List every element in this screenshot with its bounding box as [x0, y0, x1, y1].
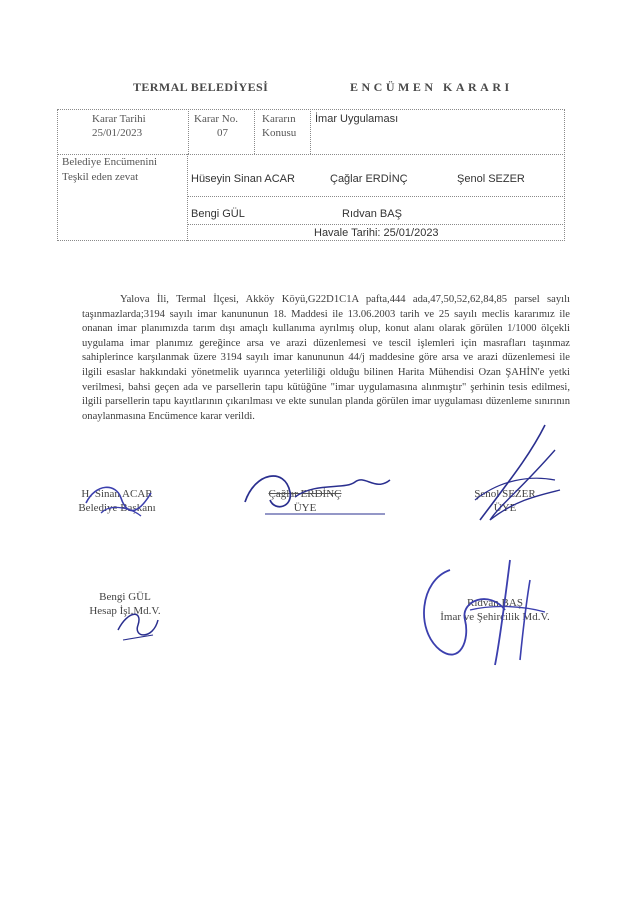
municipality-name: TERMAL BELEDİYESİ: [133, 80, 269, 94]
signature-zoning: [410, 550, 560, 670]
member-3: Şenol SEZER: [457, 173, 525, 185]
document-title: ENCÜMEN KARARI: [350, 80, 513, 94]
members-label-line2: Teşkil eden zevat: [62, 171, 139, 183]
signature-mayor: [76, 478, 166, 528]
signer-role: Belediye Başkanı: [78, 502, 156, 514]
signer-name: Bengi GÜL: [99, 591, 151, 603]
decision-paragraph: Yalova İli, Termal İlçesi, Akköy Köyü,G22D1C1A pafta,444 ada,47,50,52,62,84,85 parsel sayılı taşınmazlarda;3194 sayılı imar kanununun 18. Maddesi ile 13.06.2003 tarih ve 25 sayılı meclis kararımız ile onanan imar planımızda tarım dışı amaçlı kullanıma ayrılmış olup, konut alanı olarak görülen 1/1000 ölçekli uygulama imar planımız gereğince arsa ve arazi düzenlemesi ve tescil işlemleri için masrafları taşınmaz sahiplerince karşılanmak üzere 3194 sayılı imar kanununun 44/j maddesine göre arsa ve arazi düzenlemesi ile ilgili esaslar hakkındaki yönetmelik uyarınca yeterliliği olduğu bilinen Harita Mühendisi Ozan ŞAHİN'e yetki verilmesi, bahsi geçen ada ve parsellerin tapu kütüğüne "imar uygulamasına alınmıştır" şerhinin tesis edilmesi, ilgili parsellerin tapu kayıtlarının çıkarılması ve ekte sunulan planda görülen imar uygulaması düzenleme sınırının onaylanmasına Encümence karar verildi.: [82, 294, 570, 422]
signature-finance: [108, 600, 168, 645]
signer-name: Rıdvan BAŞ: [467, 597, 523, 609]
member-2: Çağlar ERDİNÇ: [330, 173, 408, 185]
decision-body: [82, 293, 570, 424]
signer-role: İmar ve Şehircilik Md.V.: [440, 611, 550, 623]
signer-role: ÜYE: [493, 502, 517, 514]
signer-role: ÜYE: [293, 502, 317, 514]
signature-member-1: [235, 462, 405, 522]
decision-no-value: 07: [217, 127, 228, 139]
members-label-line1: Belediye Encümenini: [62, 156, 157, 168]
signer-role: Hesap İşl.Md.V.: [89, 605, 161, 617]
subject-label-line1: Kararın: [262, 113, 296, 125]
decision-date-label: Karar Tarihi: [92, 113, 146, 125]
received-date: Havale Tarihi: 25/01/2023: [314, 227, 439, 239]
signature-member-2: [460, 420, 570, 530]
subject-value: İmar Uygulaması: [315, 113, 399, 125]
signer-name: H. Sinan ACAR: [81, 488, 153, 500]
member-5: Rıdvan BAŞ: [342, 208, 402, 220]
member-1: Hüseyin Sinan ACAR: [191, 173, 295, 185]
signer-name: Şenol SEZER: [474, 488, 536, 500]
subject-label-line2: Konusu: [262, 127, 297, 139]
member-4: Bengi GÜL: [191, 208, 245, 220]
signer-name: Çağlar ERDİNÇ: [268, 488, 342, 500]
decision-date-value: 25/01/2023: [92, 127, 143, 139]
decision-no-label: Karar No.: [194, 113, 238, 125]
